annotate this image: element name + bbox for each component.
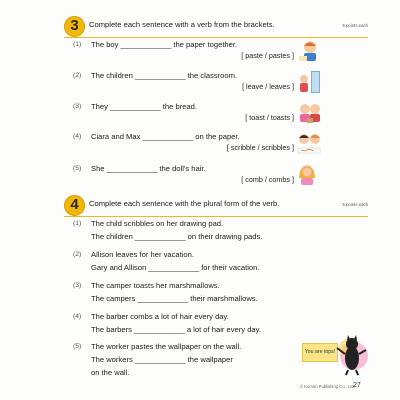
copyright-notice: © Kumon Publishing Co., Ltd. [300, 384, 355, 389]
item-number: (3) [73, 103, 82, 110]
you-are-tops-sticker: You are tops! [302, 343, 338, 362]
boy-pasting-illustration [297, 38, 323, 62]
toasting-bread-illustration [297, 101, 323, 125]
sentence-line: They ____________ the bread. [91, 102, 197, 111]
answer-sentence-continued: on the wall. [91, 368, 130, 377]
given-sentence: Allison leaves for her vacation. [91, 250, 194, 259]
section-number-badge: 3 [64, 16, 85, 37]
verb-choices: [ scribble / scribbles ] [226, 143, 294, 152]
item-number: (5) [73, 343, 82, 350]
item-number: (4) [73, 133, 82, 140]
section-divider [64, 216, 368, 217]
given-sentence: The barber combs a lot of hair every day. [91, 312, 229, 321]
page-number: 27 [353, 382, 361, 389]
sentence-line: She ____________ the doll's hair. [91, 164, 206, 173]
given-sentence: The camper toasts her marshmallows. [91, 281, 220, 290]
answer-sentence: The campers ____________ their marshmallows. [91, 294, 258, 303]
item-number: (3) [73, 282, 82, 289]
verb-choices: [ paste / pastes ] [241, 51, 294, 60]
verb-choices: [ toast / toasts ] [245, 113, 294, 122]
answer-sentence: The children ____________ on their drawing pads. [91, 232, 263, 241]
sentence-line: Ciara and Max ____________ on the paper. [91, 132, 240, 141]
sentence-line: The boy ____________ the paper together. [91, 40, 238, 49]
item-number: (4) [73, 313, 82, 320]
verb-choices: [ leave / leaves ] [242, 82, 294, 91]
item-number: (1) [73, 41, 82, 48]
children-leaving-illustration [296, 70, 322, 94]
points-label: 5 points each [342, 23, 368, 28]
given-sentence: The worker pastes the wallpaper on the wall. [91, 342, 242, 351]
sentence-line: The children ____________ the classroom. [91, 71, 238, 80]
section-4-header [64, 195, 368, 221]
section-number-badge: 4 [64, 195, 85, 216]
verb-choices: [ comb / combs ] [241, 175, 294, 184]
item-number: (2) [73, 251, 82, 258]
kids-scribbling-illustration [296, 131, 322, 155]
answer-sentence: The workers ____________ the wallpaper [91, 355, 233, 364]
points-label: 5 points each [342, 202, 368, 207]
answer-sentence: Gary and Allison ____________ for their vacation. [91, 263, 260, 272]
combing-doll-hair-illustration [295, 162, 321, 186]
given-sentence: The child scribbles on her drawing pad. [91, 219, 224, 228]
section-instruction: Complete each sentence with a verb from the brackets. [89, 20, 275, 29]
item-number: (5) [73, 165, 82, 172]
cartoon-cat-illustration [334, 326, 370, 376]
item-number: (2) [73, 72, 82, 79]
section-instruction: Complete each sentence with the plural form of the verb. [89, 199, 280, 208]
answer-sentence: The barbers ____________ a lot of hair every day. [91, 325, 261, 334]
item-number: (1) [73, 220, 82, 227]
